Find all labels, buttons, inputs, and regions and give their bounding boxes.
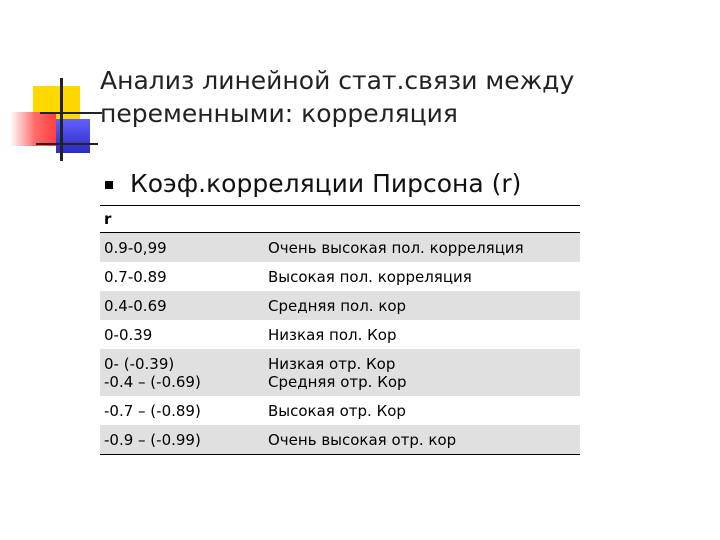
table-header-row (100, 206, 580, 233)
range-line: -0.4 – (-0.69) (104, 372, 201, 391)
bullet-square-icon (105, 181, 113, 189)
table-row (100, 291, 580, 320)
logo-vertical-line (60, 78, 63, 161)
slide-title: Анализ линейной стат.связи между переменными: корреляция (100, 66, 575, 128)
range-cell: 0.4-0.69 (100, 291, 264, 320)
table-row (100, 262, 580, 291)
meaning-cell: Высокая пол. корреляция (268, 267, 472, 286)
meaning-cell (264, 349, 580, 396)
meaning-line: Средняя отр. Кор (268, 372, 407, 391)
table-header-r: r (100, 206, 580, 233)
table-row (100, 396, 580, 425)
meaning-cell: Средняя пол. кор (264, 291, 580, 320)
logo-horizontal-line-lower (36, 143, 98, 145)
table-row (100, 233, 580, 263)
range-cell: -0.9 – (-0.99) (100, 425, 264, 455)
meaning-cell: Очень высокая отр. кор (264, 425, 580, 455)
logo-red-square (10, 112, 56, 146)
bullet-text: Коэф.корреляции Пирсона (r) (130, 169, 522, 198)
slide-logo (0, 0, 100, 170)
meaning-line: Низкая отр. Кор (268, 354, 396, 373)
correlation-table (100, 205, 580, 455)
range-cell: 0-0.39 (104, 325, 153, 344)
meaning-cell: Очень высокая пол. корреляция (264, 233, 580, 263)
table-row (100, 349, 580, 396)
range-line: 0- (-0.39) (104, 354, 175, 373)
table-row (100, 320, 580, 349)
meaning-cell: Высокая отр. Кор (268, 401, 406, 420)
range-cell: -0.7 – (-0.89) (104, 401, 201, 420)
table-row (100, 425, 580, 455)
range-cell: 0.9-0,99 (100, 233, 264, 263)
range-cell: 0.7-0.89 (104, 267, 167, 286)
meaning-cell: Низкая пол. Кор (268, 325, 397, 344)
range-cell (100, 349, 264, 396)
logo-horizontal-line (40, 112, 102, 114)
